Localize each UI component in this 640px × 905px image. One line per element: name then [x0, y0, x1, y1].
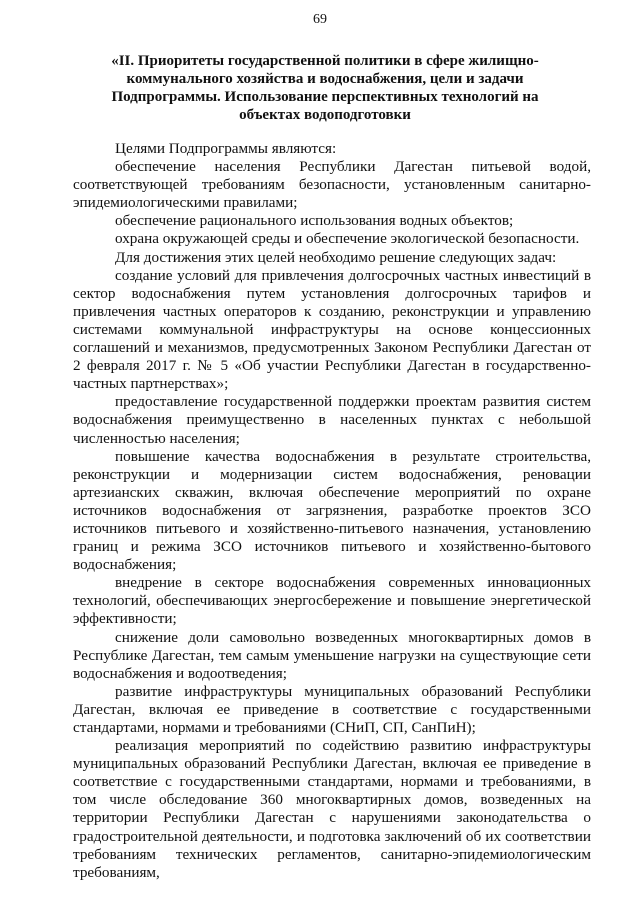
document-body	[73, 140, 591, 882]
paragraph-tasks-intro: Для достижения этих целей необходимо решение следующих задач:	[115, 248, 557, 266]
paragraph-goal-environment: охрана окружающей среды и обеспечение экологической безопасности.	[115, 230, 580, 248]
paragraph-task-investments: создание условий для привлечения долгосрочных частных инвестиций в сектор водоснабжения путем установления долгосрочных тарифов и привлечения частных операторов к созданию, реконструкции и управлению системами коммунальной инфраструктуры на основе концессионных соглашений и механизмов, предусмотренных Законом Республики Дагестан от 2 февраля 2017 г. № 5 «Об участии Республики Дагестан в государственно-частных партнерствах»;	[73, 266, 591, 393]
paragraph-task-infrastructure: развитие инфраструктуры муниципальных образований Республики Дагестан, включая ее приведение в соответствие с государственными стандартами, нормами и требованиями (СНиП, СП, СанПиН);	[73, 682, 591, 736]
page-number: 69	[313, 12, 327, 27]
paragraph-goals-intro: Целями Подпрограммы являются:	[115, 140, 337, 157]
paragraph-task-unauthorized-buildings: снижение доли самовольно возведенных многоквартирных домов в Республике Дагестан, тем самым уменьшение нагрузки на существующие сети водоснабжения и водоотведения;	[73, 628, 591, 682]
paragraph-task-state-support: предоставление государственной поддержки проектам развития систем водоснабжения преимущественно в населенных пунктах с небольшой численностью населения;	[73, 393, 591, 447]
section-title: «II. Приоритеты государственной политики в сфере жилищно-коммунального хозяйства и водоснабжения, цели и задачи Подпрограммы. Использование перспективных технологий на объектах водоподготовки	[111, 53, 539, 123]
paragraph-task-innovation: внедрение в секторе водоснабжения современных инновационных технологий, обеспечивающих энергосбережение и повышение энергетической эффективности;	[73, 574, 591, 628]
paragraph-task-water-quality: повышение качества водоснабжения в результате строительства, реконструкции и модернизации систем водоснабжения, реновации артезианских скважин, включая обеспечение мероприятий по охране источников водоснабжения от загрязнения, разработке проектов ЗСО источников питьевого и хозяйственно-питьевого назначения, установлению границ и режима ЗСО источников питьевого и хозяйственно-бытового водоснабжения;	[73, 447, 591, 574]
paragraph-task-measures: реализация мероприятий по содействию развитию инфраструктуры муниципальных образований Республики Дагестан, включая ее приведение в соответствие с государственными стандартами, нормами и требованиями, в том числе обследование 360 многоквартирных домов, возведенных на территории Республики Дагестан с нарушениями законодательства о градостроительной деятельности, и подготовка заключений об их соответствии требованиям технических регламентов, санитарно-эпидемиологическим требованиям,	[73, 737, 591, 881]
paragraph-goal-drinking-water: обеспечение населения Республики Дагестан питьевой водой, соответствующей требованиям безопасности, установленным санитарно-эпидемиологическими правилами;	[73, 158, 591, 212]
paragraph-goal-water-use: обеспечение рационального использования водных объектов;	[115, 212, 514, 230]
